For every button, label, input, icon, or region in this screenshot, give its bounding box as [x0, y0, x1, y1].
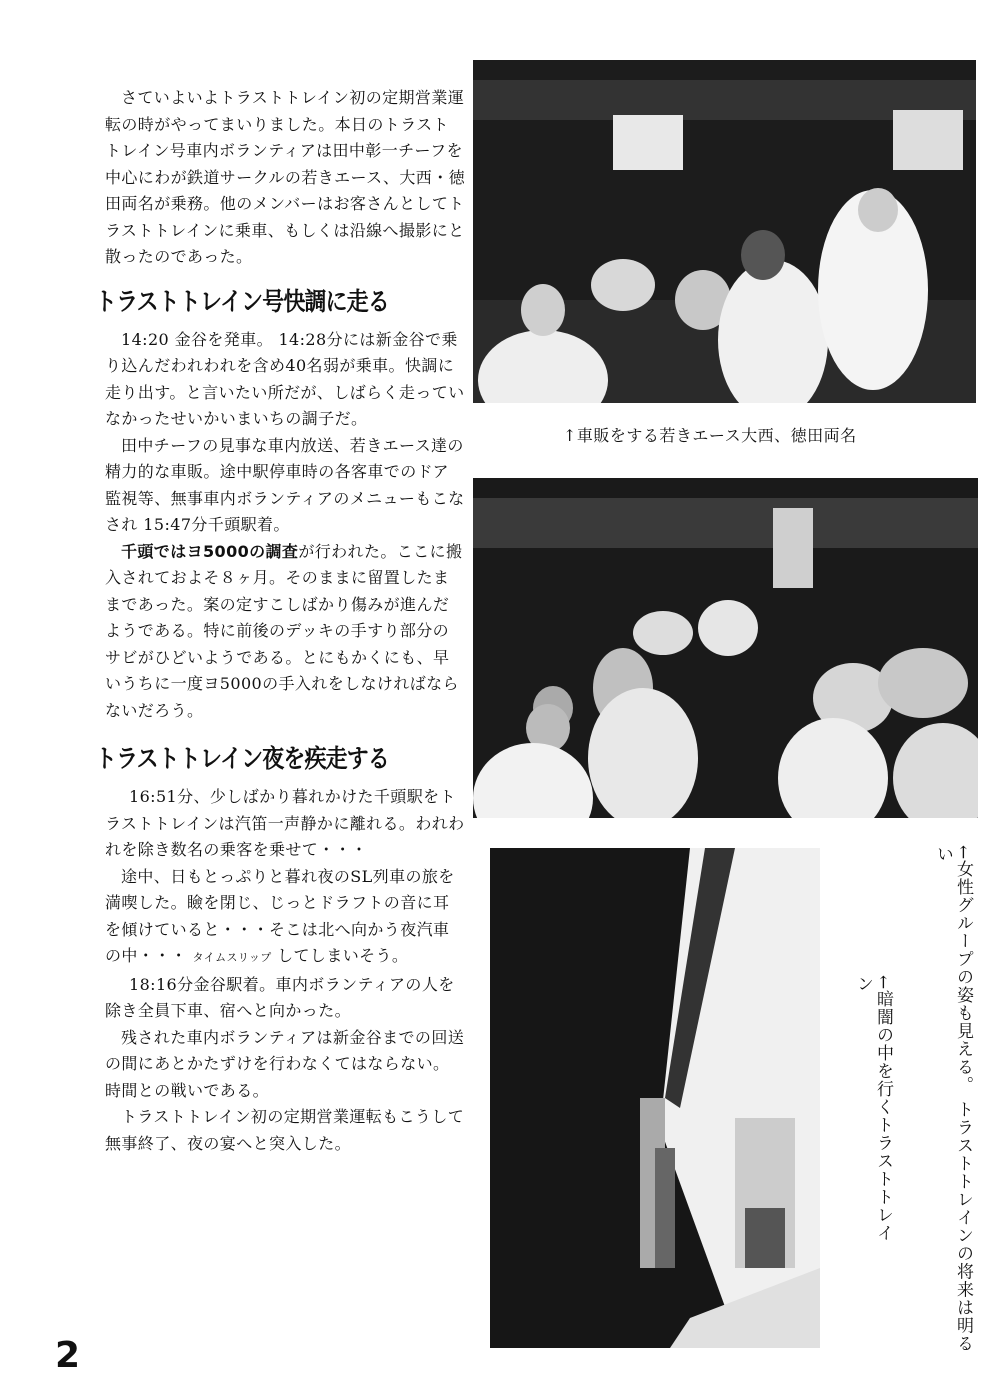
- section2-paragraph-2: [105, 864, 465, 972]
- photo-night-train: [490, 848, 820, 1348]
- article-column: [95, 85, 466, 1157]
- intro-paragraph: さていよいよトラストトレイン初の定期営業運転の時がやってまいりました。本日のトラストトレイン号車内ボランティアは田中彰一チーフを中心にわが鉄道サークルの若きエース、大西・徳田両名が乗務。他のメンバーはお客さんとしてトラストトレインに乗車、もしくは沿線へ撮影にと散ったのであった。: [105, 88, 466, 266]
- photo2-caption: ←女性グループの姿も見える。 トラストトレインの将来は明るい: [933, 845, 973, 1353]
- photo-car-sales-image: [473, 60, 976, 403]
- section1-p3-bold: 千頭ではヨ5000の調査: [121, 541, 299, 561]
- photo-passengers-image: [473, 478, 978, 818]
- section2-paragraph-3: 18:16分金谷駅着。車内ボランティアの人を除き全員下車、宿へと向かった。: [105, 974, 455, 1020]
- photo-passengers: [473, 478, 978, 818]
- section2-heading: トラストトレイン夜を疾走する: [95, 744, 389, 773]
- page-number: 2: [55, 1335, 81, 1376]
- section2-p2-small: タイムスリップ: [192, 951, 272, 964]
- section1-paragraph-1: 14:20 金谷を発車。 14:28分には新金谷で乗り込んだわれわれを含め40名弱が乗車。快調に走り出す。と言いたい所だが、しばらく走っていなかったせいかいまいちの調子だ。: [105, 329, 465, 428]
- section1-p3-rest: が行われた。ここに搬入されておよそ８ヶ月。そのままに留置したままであった。案の定すこしばかり傷みが進んだようである。特に前後のデッキの手すり部分のサビがひどいようである。とにもかくにも、早いうちに一度ヨ5000の手入れをしなければならないだろう。: [105, 541, 463, 720]
- section2-paragraph-1: 16:51分、少しばかり暮れかけた千頭駅をトラストトレインは汽笛一声静かに離れる。われわれを除き数名の乗客を乗せて・・・: [105, 787, 465, 859]
- section2-paragraph-4: 残された車内ボランティアは新金谷までの回送の間にあとかたずけを行わなくてはならない。時間との戦いである。: [105, 1027, 465, 1100]
- section1-heading: トラストトレイン号快調に走る: [95, 286, 389, 316]
- section2-p2-a: 途中、日もとっぷりと暮れ夜のSL列車の旅を満喫した。瞼を閉じ、じっとドラフトの音に耳を傾けていると・・・そこは北へ向かう夜汽車の中・・・: [105, 866, 455, 965]
- photo-night-train-image: [490, 848, 820, 1348]
- section1-paragraph-2: 田中チーフの見事な車内放送、若きエース達の精力的な車販。途中駅停車時の各客車でのドア監視等、無事車内ボランティアのメニューもこなされ 15:47分千頭駅着。: [105, 435, 465, 534]
- section2-paragraph-5: トラストトレイン初の定期営業運転もこうして無事終了、夜の宴へと突入した。: [105, 1107, 465, 1153]
- photo-car-sales: [473, 60, 976, 403]
- photo1-caption: ↑車販をする若きエース大西、徳田両名: [563, 426, 857, 445]
- section1-paragraph-3: [105, 539, 465, 725]
- photo3-caption: ←暗闇の中を行くトラストトレイン: [853, 975, 893, 1243]
- section2-p2-b: してしまいそう。: [271, 946, 409, 965]
